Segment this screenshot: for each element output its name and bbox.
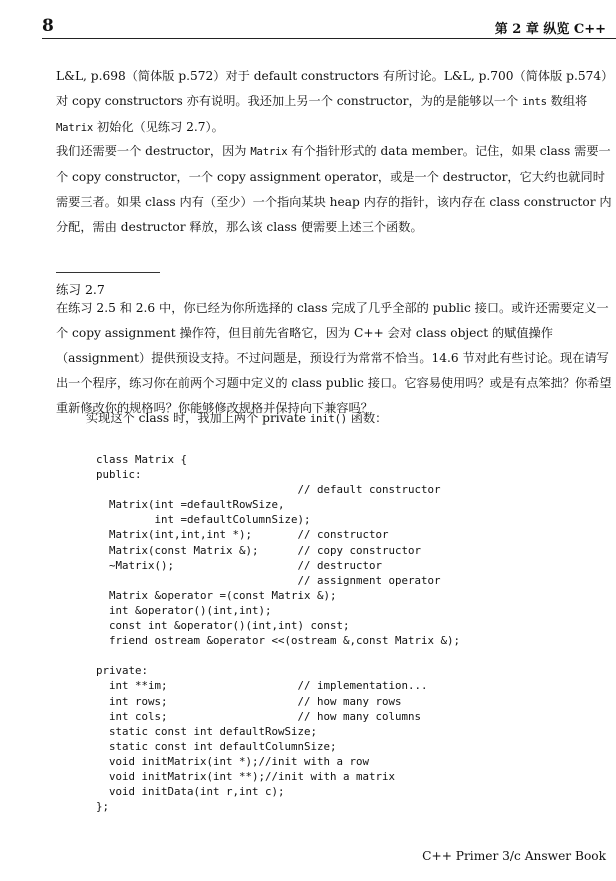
code-line: static const int defaultColumnSize; bbox=[96, 739, 337, 753]
exercise-text bbox=[56, 296, 612, 421]
text-run: 在练习 2.5 和 2.6 中，你已经为你所选择的 class 完成了几乎全部的 public 接口。或许还需要定义一个 copy assignment 操作符，但目前先省略它，因为 C++ 会对 class object 的赋值操作（assignment）提供预设支持。不过问题是，预设行为常常不恰当。14.6 节对此有些讨论。现在请写出一个程序，练习你在前两个习题中定义的 class public 接口。它容易使用吗？或是有点笨拙？你希望重新修改你的规格吗？你能够修改规格并保持向下兼容吗？ bbox=[56, 301, 612, 415]
code-line bbox=[96, 648, 460, 663]
code-line: Matrix(int =defaultRowSize, bbox=[96, 498, 285, 512]
code-line: // default constructor bbox=[96, 483, 441, 497]
footer-book-title: C++ Primer 3/c Answer Book bbox=[422, 849, 606, 863]
code-line: void initMatrix(int *);//init with a row bbox=[96, 754, 370, 768]
chapter-header: 第 2 章 纵览 C++ bbox=[494, 22, 606, 37]
code-line: }; bbox=[96, 800, 110, 814]
text-run: 实现这个 class 时，我加上两个 private bbox=[86, 411, 310, 425]
text-run: 有个指针形式的 data member。记住，如果 class 需要一个 copy constructor，一个 copy assignment operator，或是一个 destructor，它大约也就同时需要三者。如果 class 内有（至少）一个指向某块 heap 内存的指针，该内存在 class constructor 内分配，需由 destructor 释放，那么该 class 便需要上述三个函数。 bbox=[56, 144, 612, 234]
text-run: 函数： bbox=[346, 411, 388, 425]
paragraph-destructor bbox=[56, 139, 612, 240]
code-line: void initData(int r,int c); bbox=[96, 785, 285, 799]
code-line: int cols; // how many columns bbox=[96, 709, 422, 723]
text-run: L&L, p.698（简体版 p.572）对于 default constructors 有所讨论。L&L, p.700（简体版 p.574）对 copy constructors 亦有说明。我还加上另一个 constructor，为的是能够以一个 bbox=[56, 69, 608, 108]
code-listing bbox=[96, 452, 460, 814]
code-term: Matrix bbox=[56, 122, 94, 134]
code-line: Matrix(const Matrix &); // copy constructor bbox=[96, 543, 422, 557]
text-run: 我们还需要一个 destructor，因为 bbox=[56, 144, 251, 158]
code-line: Matrix &operator =(const Matrix &); bbox=[96, 588, 337, 602]
code-line: int rows; // how many rows bbox=[96, 694, 402, 708]
code-line: static const int defaultRowSize; bbox=[96, 724, 318, 738]
code-term: init() bbox=[309, 413, 347, 425]
code-line: int &operator()(int,int); bbox=[96, 603, 272, 617]
code-line: friend ostream &operator <<(ostream &,const Matrix &); bbox=[96, 634, 461, 648]
exercise-title: 练习 2.7 bbox=[56, 282, 105, 297]
exercise-divider bbox=[56, 272, 160, 273]
code-line: private: bbox=[96, 664, 149, 678]
code-line: int **im; // implementation... bbox=[96, 679, 428, 693]
text-run: 初始化（见练习 2.7）。 bbox=[93, 120, 224, 134]
implementation-intro bbox=[86, 406, 606, 432]
code-line: class Matrix { bbox=[96, 453, 188, 466]
paragraph-default-constructors bbox=[56, 64, 612, 141]
page-number: 8 bbox=[42, 16, 54, 36]
code-term: ints bbox=[522, 96, 547, 108]
code-line: void initMatrix(int **);//init with a matrix bbox=[96, 769, 396, 783]
code-line: int =defaultColumnSize); bbox=[96, 513, 311, 527]
code-line: // assignment operator bbox=[96, 573, 441, 587]
text-run: 数组将 bbox=[546, 94, 588, 108]
code-line: Matrix(int,int,int *); // constructor bbox=[96, 528, 389, 542]
code-line: public: bbox=[96, 468, 142, 482]
code-line: const int &operator()(int,int) const; bbox=[96, 619, 350, 633]
code-line: ~Matrix(); // destructor bbox=[96, 558, 383, 572]
code-term: Matrix bbox=[250, 146, 288, 158]
header-rule bbox=[42, 38, 616, 39]
